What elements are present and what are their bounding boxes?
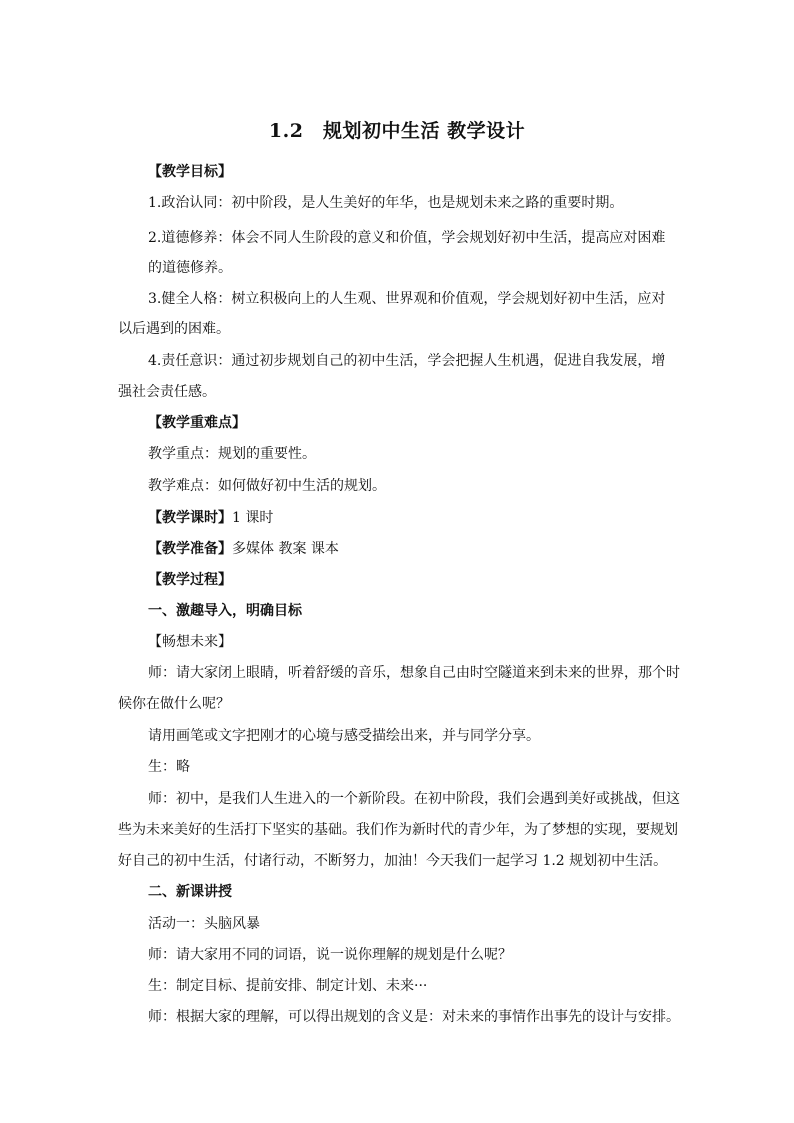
objective-3-line-2: 以后遇到的困难。 (118, 321, 230, 337)
teaching-preparation (148, 540, 339, 558)
conclusion: 师：根据大家的理解，可以得出规划的含义是：对未来的事情作出事先的设计与安排。 (148, 1009, 680, 1025)
process-heading: 【教学过程】 (148, 572, 232, 588)
prep-value: 多媒体 教案 课本 (232, 541, 339, 557)
paragraph-4-line-3: 好自己的初中生活，付诸行动，不断努力，加油！今天我们一起学习 1.2 规划初中生活。 (118, 853, 668, 869)
difficult-point: 教学难点：如何做好初中生活的规划。 (148, 478, 386, 494)
objective-3-line-1: 3.健全人格：树立积极向上的人生观、世界观和价值观，学会规划好初中生活，应对 (148, 291, 666, 307)
objective-2-line-1: 2.道德修养：体会不同人生阶段的意义和价值，学会规划好初中生活，提高应对困难 (148, 230, 666, 246)
hours-heading: 【教学课时】 (148, 510, 232, 526)
paragraph-1-line-2: 候你在做什么呢？ (118, 696, 230, 712)
key-point: 教学重点：规划的重要性。 (148, 446, 316, 462)
paragraph-1-line-1: 师：请大家闭上眼睛，听着舒缓的音乐，想象自己由时空隧道来到未来的世界，那个时 (148, 665, 680, 681)
hours-value: 1 课时 (232, 510, 274, 526)
activity-1: 活动一：头脑风暴 (148, 916, 260, 932)
objective-4-line-1: 4.责任意识：通过初步规划自己的初中生活，学会把握人生机遇，促进自我发展，增 (148, 353, 666, 369)
teaching-hours (148, 509, 273, 527)
answer-1: 生：制定目标、提前安排、制定计划、未来··· (148, 978, 428, 994)
section-1-subheading: 【畅想未来】 (148, 634, 232, 650)
paragraph-3: 生：略 (148, 759, 190, 775)
prep-heading: 【教学准备】 (148, 541, 232, 557)
key-points-heading: 【教学重难点】 (148, 415, 246, 431)
question-1: 师：请大家用不同的词语，说一说你理解的规划是什么呢？ (148, 947, 512, 963)
paragraph-2: 请用画笔或文字把刚才的心境与感受描绘出来，并与同学分享。 (148, 728, 540, 744)
section-2-heading: 二、新课讲授 (148, 884, 232, 900)
objectives-heading: 【教学目标】 (148, 164, 232, 180)
document-title: 1.2 规划初中生活 教学设计 (268, 120, 526, 142)
objective-4-line-2: 强社会责任感。 (118, 384, 216, 400)
section-1-heading: 一、激趣导入，明确目标 (148, 603, 302, 619)
paragraph-4-line-2: 些为未来美好的生活打下坚实的基础。我们作为新时代的青少年，为了梦想的实现，要规划 (118, 822, 678, 838)
objective-1: 1.政治认同：初中阶段，是人生美好的年华，也是规划未来之路的重要时期。 (148, 195, 624, 211)
paragraph-4-line-1: 师：初中，是我们人生进入的一个新阶段。在初中阶段，我们会遇到美好或挑战，但这 (148, 791, 680, 807)
objective-2-line-2: 的道德修养。 (148, 260, 232, 276)
